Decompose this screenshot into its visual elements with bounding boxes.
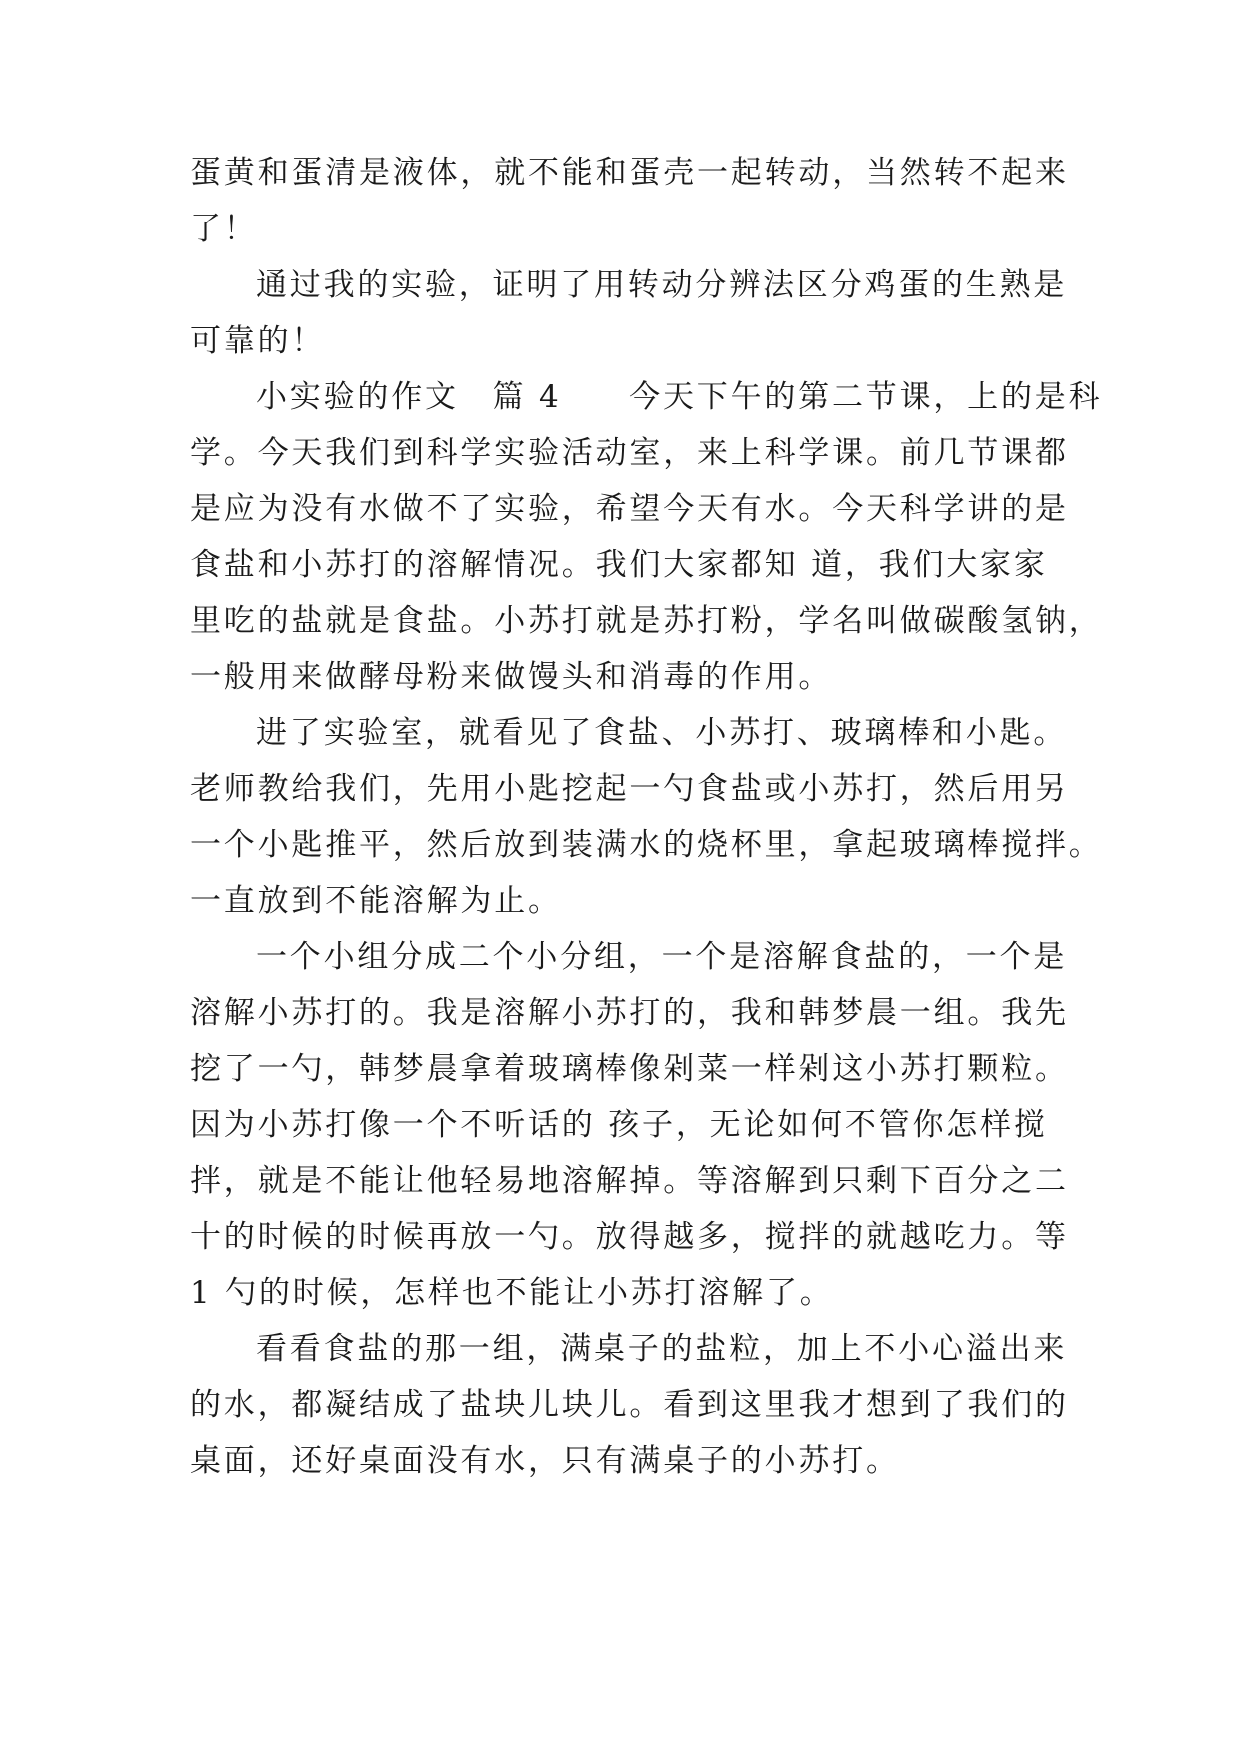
text-line: 一个小组分成二个小分组，一个是溶解食盐的，一个是: [256, 939, 1068, 975]
text-line: 食盐和小苏打的溶解情况。我们大家都知 道，我们大家家: [190, 547, 1048, 583]
text-line: 1 勺的时候，怎样也不能让小苏打溶解了。: [190, 1275, 834, 1311]
text-line: 了！: [190, 211, 258, 247]
document-body: [190, 145, 1103, 1489]
paragraph-group-work: [190, 929, 1069, 1321]
text-line: 拌，就是不能让他轻易地溶解掉。等溶解到只剩下百分之二: [190, 1163, 1069, 1199]
text-line: 一般用来做酵母粉来做馒头和消毒的作用。: [190, 659, 833, 695]
text-line: 看看食盐的那一组，满桌子的盐粒，加上不小心溢出来: [256, 1331, 1068, 1367]
text-line: 蛋黄和蛋清是液体，就不能和蛋壳一起转动，当然转不起来: [190, 155, 1069, 191]
paragraph-salt-group: [190, 1321, 1069, 1489]
text-line: 进了实验室，就看见了食盐、小苏打、玻璃棒和小匙。: [256, 715, 1068, 751]
text-line: 通过我的实验，证明了用转动分辨法区分鸡蛋的生熟是: [256, 267, 1068, 303]
text-line: 十的时候的时候再放一勺。放得越多，搅拌的就越吃力。等: [190, 1219, 1069, 1255]
text-line: 老师教给我们，先用小匙挖起一勺食盐或小苏打，然后用另: [190, 771, 1069, 807]
text-line: 小实验的作文 篇 4 今天下午的第二节课，上的是科: [256, 379, 1103, 415]
text-line: 可靠的！: [190, 323, 326, 359]
text-line: 的水，都凝结成了盐块儿块儿。看到这里我才想到了我们的: [190, 1387, 1069, 1423]
paragraph-lab-setup: [190, 705, 1103, 929]
paragraph-essay-4-intro: [190, 369, 1103, 705]
text-line: 里吃的盐就是食盐。小苏打就是苏打粉，学名叫做碳酸氢钠，: [190, 603, 1103, 639]
text-line: 因为小苏打像一个不听话的 孩子，无论如何不管你怎样搅: [190, 1107, 1048, 1143]
text-line: 溶解小苏打的。我是溶解小苏打的，我和韩梦晨一组。我先: [190, 995, 1069, 1031]
paragraph-eggshell-conclusion: [190, 145, 1069, 257]
text-line: 桌面，还好桌面没有水，只有满桌子的小苏打。: [190, 1443, 900, 1479]
text-line: 是应为没有水做不了实验，希望今天有水。今天科学讲的是: [190, 491, 1069, 527]
paragraph-experiment-proof: [190, 257, 1068, 369]
text-line: 一直放到不能溶解为止。: [190, 883, 562, 919]
text-line: 挖了一勺，韩梦晨拿着玻璃棒像剁菜一样剁这小苏打颗粒。: [190, 1051, 1069, 1087]
text-line: 一个小匙推平，然后放到装满水的烧杯里，拿起玻璃棒搅拌。: [190, 827, 1103, 863]
text-line: 学。今天我们到科学实验活动室，来上科学课。前几节课都: [190, 435, 1069, 471]
